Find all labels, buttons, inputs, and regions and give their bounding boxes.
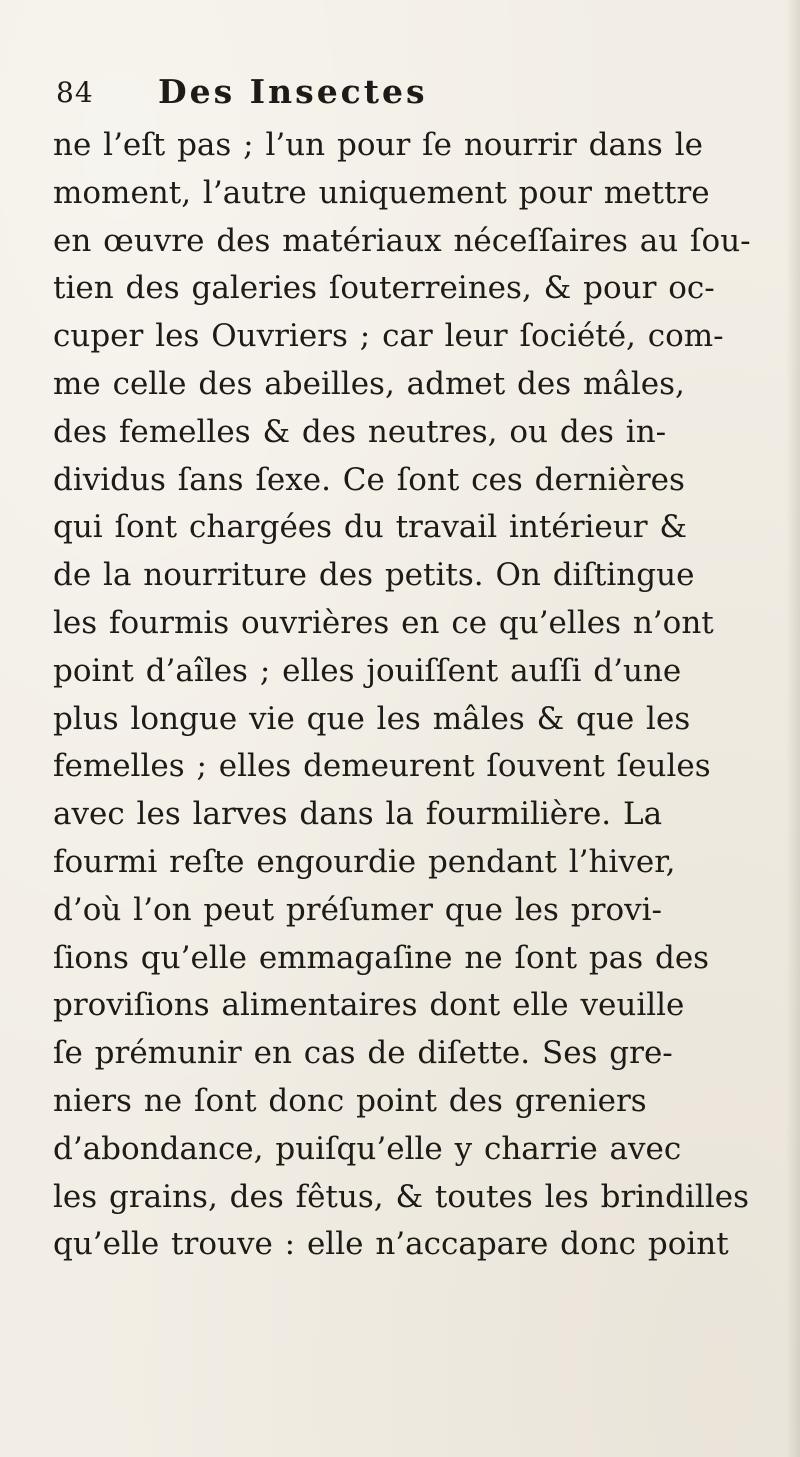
text-line: en œuvre des matériaux néceſſaires au ſou- bbox=[53, 222, 751, 259]
text-line: point d’aîles ; elles jouiſſent auſſi d’une bbox=[53, 652, 682, 689]
text-line: moment, l’autre uniquement pour mettre bbox=[53, 174, 710, 211]
text-line: qu’elle trouve : elle n’accapare donc point bbox=[53, 1226, 729, 1263]
text-line: cuper les Ouvriers ; car leur ſociété, com- bbox=[53, 318, 724, 355]
text-line: d’où l’on peut préſumer que les provi- bbox=[53, 891, 663, 928]
text-line: fourmi reſte engourdie pendant l’hiver, bbox=[53, 843, 676, 880]
text-line: avec les larves dans la fourmilière. La bbox=[53, 796, 663, 833]
page-number: 84 bbox=[56, 76, 94, 109]
text-line: qui ſont chargées du travail intérieur & bbox=[53, 509, 688, 546]
text-line: des femelles & des neutres, ou des in- bbox=[53, 413, 667, 450]
page-edge-shadow bbox=[786, 0, 800, 1457]
text-line: de la nourriture des petits. On diſtingue bbox=[53, 557, 695, 594]
text-line: proviſions alimentaires dont elle veuille bbox=[53, 987, 685, 1024]
page-header bbox=[56, 72, 656, 116]
text-line: ſe prémunir en cas de diſette. Ses gre- bbox=[53, 1035, 673, 1072]
text-line: tien des galeries ſouterreines, & pour oc- bbox=[53, 270, 715, 307]
text-line: d’abondance, puiſqu’elle y charrie avec bbox=[53, 1130, 682, 1167]
text-line: ne l’eſt pas ; l’un pour ſe nourrir dans le bbox=[53, 127, 703, 163]
text-line: dividus ſans ſexe. Ce ſont ces dernières bbox=[53, 461, 685, 498]
text-line: femelles ; elles demeurent ſouvent ſeules bbox=[53, 748, 711, 785]
body-text bbox=[53, 122, 788, 1269]
text-line: niers ne ſont donc point des greniers bbox=[53, 1082, 647, 1119]
text-line: ſions qu’elle emmagaſine ne ſont pas des bbox=[53, 939, 710, 976]
text-line: les grains, des fêtus, & toutes les brindilles bbox=[53, 1178, 749, 1215]
text-line: les fourmis ouvrières en ce qu’elles n’ont bbox=[53, 604, 714, 641]
text-line: me celle des abeilles, admet des mâles, bbox=[53, 365, 685, 402]
text-line: plus longue vie que les mâles & que les bbox=[53, 700, 691, 737]
running-title: Des Insectes bbox=[158, 72, 428, 111]
